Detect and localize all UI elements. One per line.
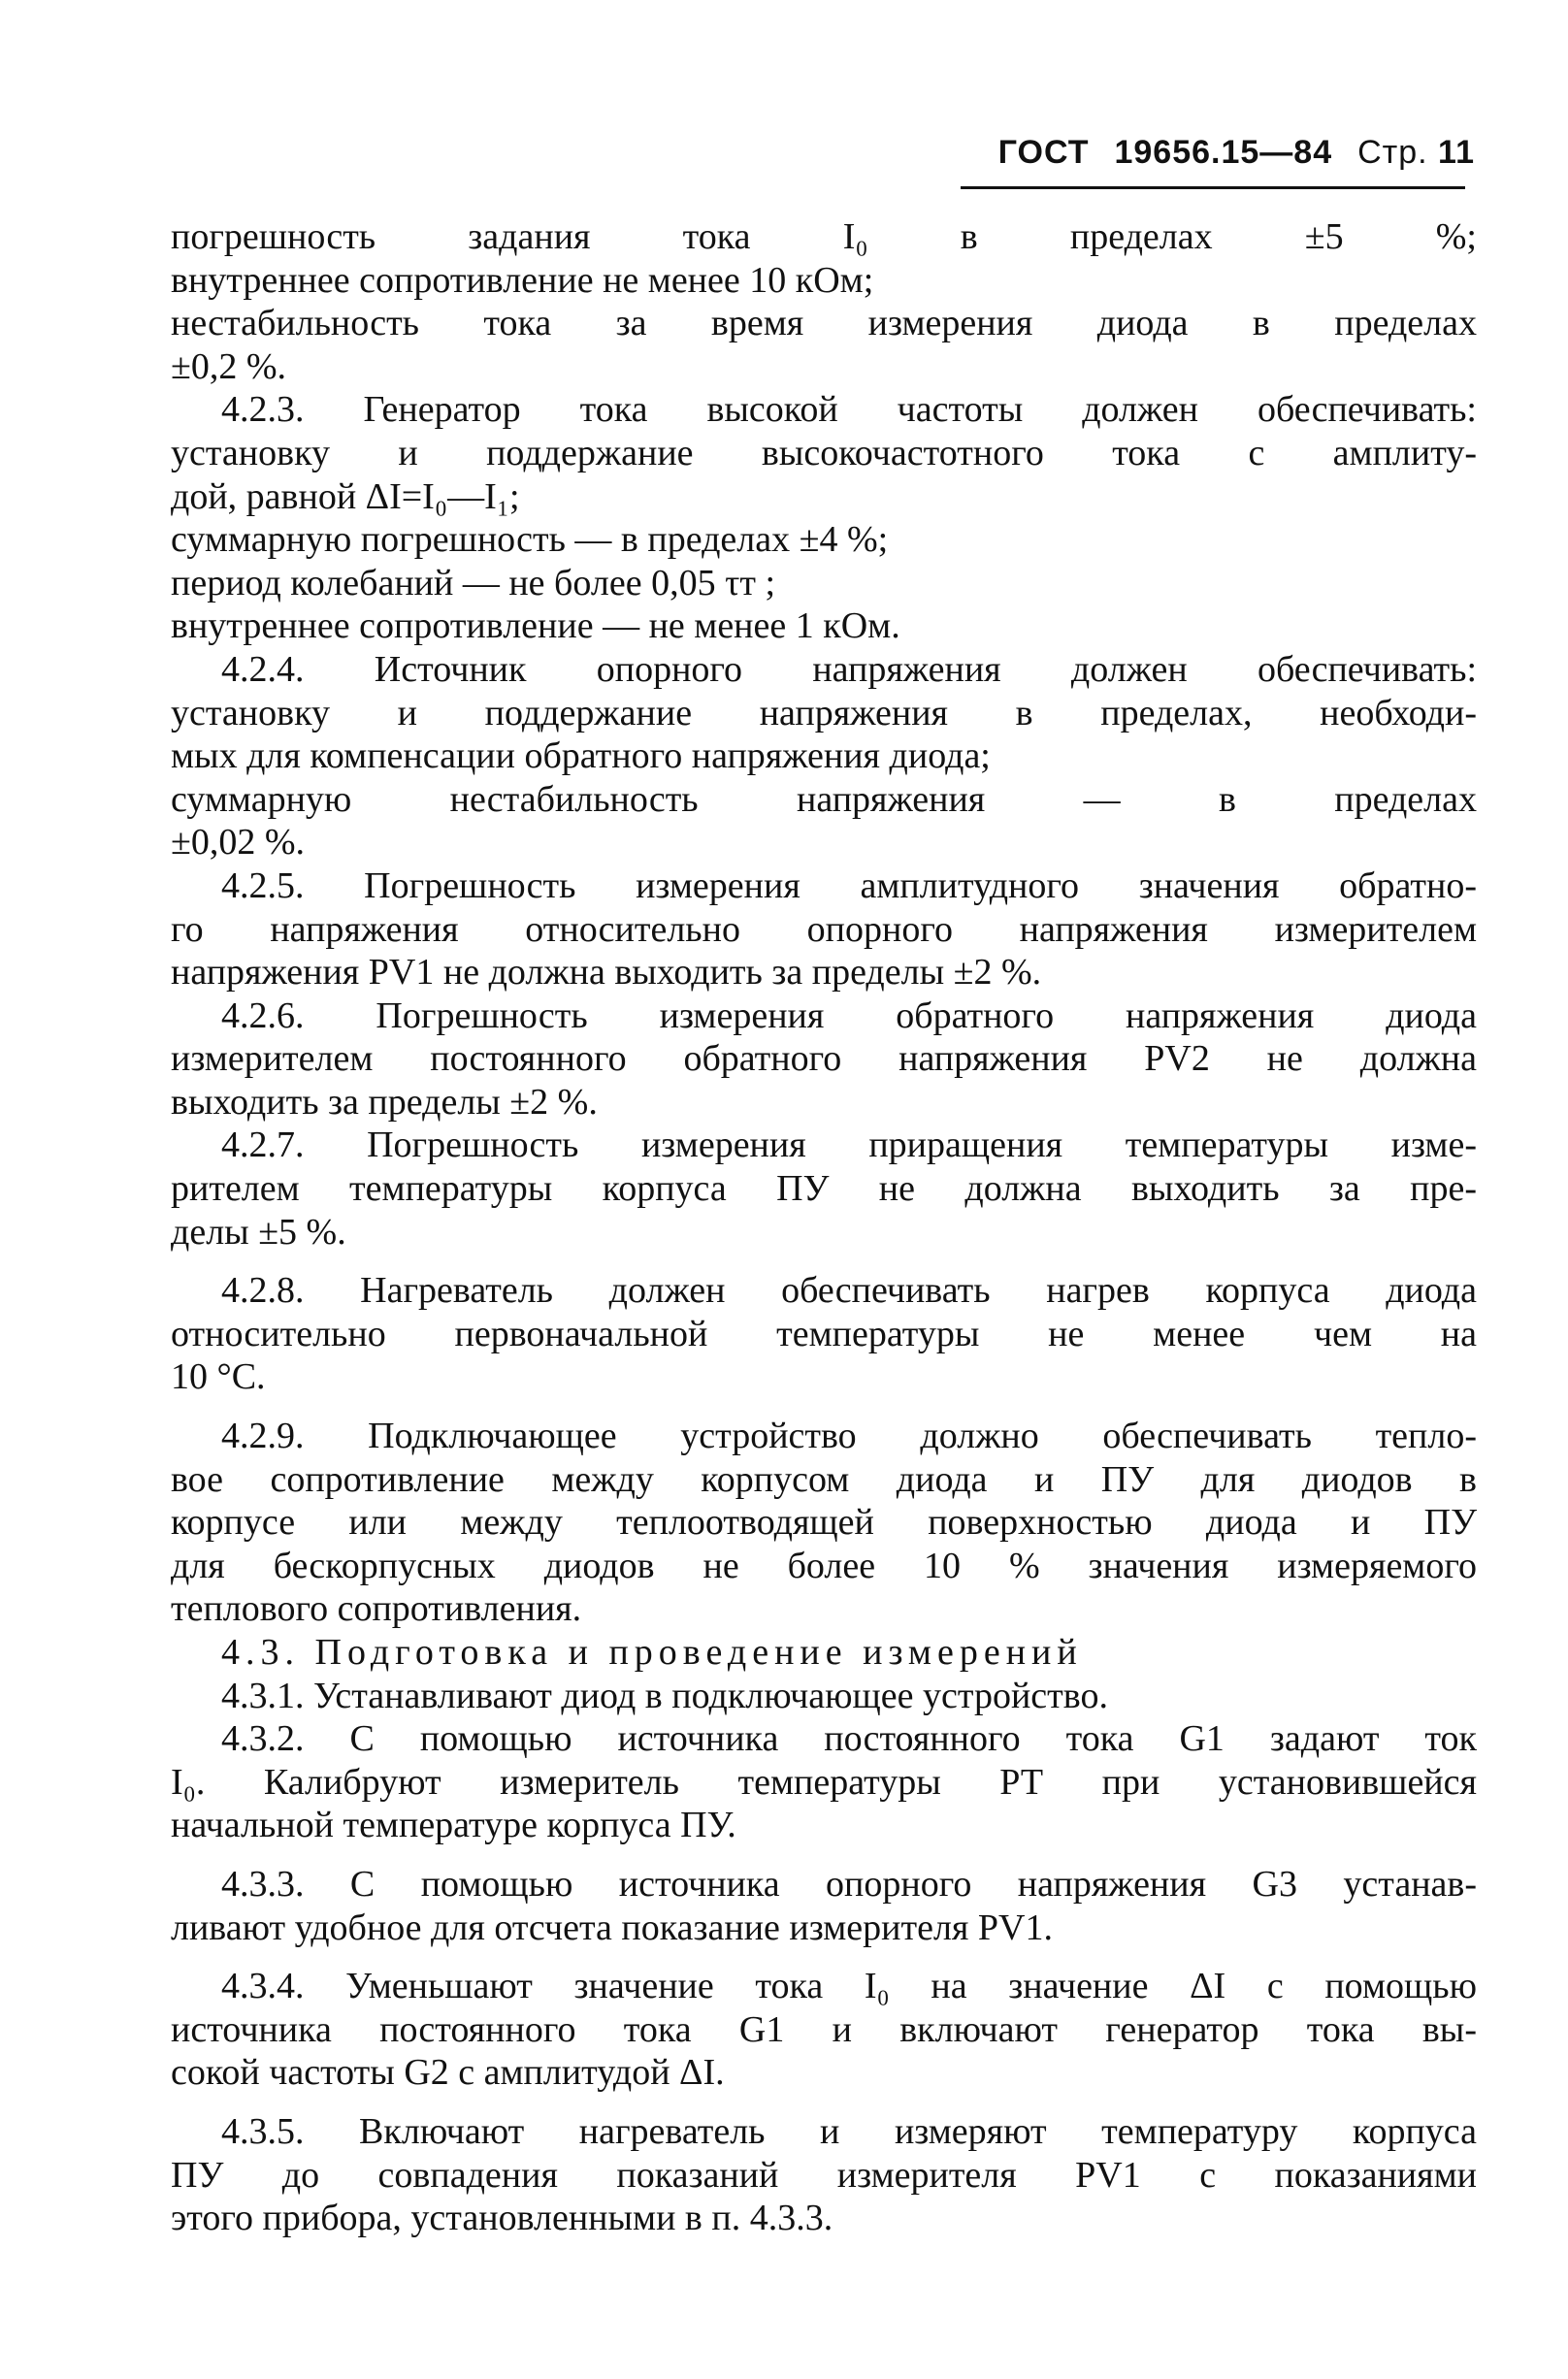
- text-line: ±0,02 %.: [171, 822, 306, 864]
- text-line: ±0,2 %.: [171, 345, 287, 387]
- text-line: этого прибора, установленными в п. 4.3.3.: [171, 2198, 833, 2239]
- text-line: 4.2.5. Погрешность измерения амплитудного значения обратно-: [221, 864, 1477, 906]
- text-line: начальной температуре корпуса ПУ.: [171, 1805, 736, 1846]
- text-line: дой, равной ΔI=I₀—I₁;: [171, 475, 520, 517]
- text-line: выходить за пределы ±2 %.: [171, 1081, 598, 1123]
- text-line: внутреннее сопротивление — не менее 1 кОм.: [171, 605, 900, 647]
- text-line: нестабильность тока за время измерения диода в пределах: [171, 303, 1477, 344]
- text-line: установку и поддержание высокочастотного тока с амплиту-: [171, 432, 1477, 473]
- text-line: погрешность задания тока I₀ в пределах ±5 %;: [171, 216, 1477, 257]
- text-line: 10 °C.: [171, 1356, 266, 1398]
- text-line: делы ±5 %.: [171, 1211, 346, 1253]
- text-line: 4.3.5. Включают нагреватель и измеряют температуру корпуса: [221, 2110, 1477, 2152]
- text-line: 4.3.1. Устанавливают диод в подключающее устройство.: [221, 1675, 1108, 1716]
- text-line: внутреннее сопротивление не менее 10 кОм;: [171, 259, 874, 301]
- section-heading: 4.3. Подготовка и проведение измерений: [221, 1632, 1083, 1673]
- text-line: го напряжения относительно опорного напряжения измерителем: [171, 908, 1477, 950]
- text-line: корпусе или между теплоотводящей поверхностью диода и ПУ: [171, 1502, 1477, 1544]
- text-line: 4.2.7. Погрешность измерения приращения температуры изме-: [221, 1124, 1477, 1166]
- text-line: рителем температуры корпуса ПУ не должна выходить за пре-: [171, 1168, 1477, 1210]
- page-number: 11: [1438, 134, 1475, 171]
- page-label: Стр.: [1357, 134, 1428, 171]
- text-line: 4.2.6. Погрешность измерения обратного напряжения диода: [221, 994, 1477, 1036]
- text-line: напряжения PV1 не должна выходить за пределы ±2 %.: [171, 952, 1042, 994]
- text-line: 4.2.3. Генератор тока высокой частоты должен обеспечивать:: [221, 389, 1477, 431]
- text-line: мых для компенсации обратного напряжения диода;: [171, 735, 991, 777]
- standard-number: 19656.15—84: [1114, 134, 1333, 171]
- text-line: 4.3.3. С помощью источника опорного напряжения G3 устанав-: [221, 1863, 1477, 1905]
- running-head: [998, 134, 1475, 172]
- text-line: 4.2.4. Источник опорного напряжения должен обеспечивать:: [221, 648, 1477, 690]
- header-rule: [961, 186, 1465, 189]
- text-line: I₀. Калибруют измеритель температуры РТ при установившейся: [171, 1761, 1477, 1803]
- text-line: теплового сопротивления.: [171, 1588, 582, 1630]
- text-line: вое сопротивление между корпусом диода и ПУ для диодов в: [171, 1458, 1477, 1500]
- text-line: измерителем постоянного обратного напряжения PV2 не должна: [171, 1038, 1477, 1080]
- text-line: 4.3.2. С помощью источника постоянного тока G1 задают ток: [221, 1718, 1477, 1760]
- text-line: 4.2.8. Нагреватель должен обеспечивать нагрев корпуса диода: [221, 1270, 1477, 1312]
- text-line: источника постоянного тока G1 и включают генератор тока вы-: [171, 2008, 1477, 2050]
- text-line: относительно первоначальной температуры не менее чем на: [171, 1313, 1477, 1354]
- text-line: ПУ до совпадения показаний измерителя PV1 с показаниями: [171, 2154, 1477, 2196]
- text-line: суммарную погрешность — в пределах ±4 %;: [171, 519, 889, 561]
- text-line: период колебаний — не более 0,05 τт ;: [171, 562, 776, 603]
- text-line: установку и поддержание напряжения в пределах, необходи-: [171, 692, 1477, 733]
- text-line: ливают удобное для отсчета показание измерителя PV1.: [171, 1906, 1053, 1948]
- body-text: [171, 215, 1477, 2240]
- text-line: 4.3.4. Уменьшают значение тока I₀ на значение ΔI с помощью: [221, 1966, 1477, 2007]
- text-line: сокой частоты G2 с амплитудой ΔI.: [171, 2052, 725, 2094]
- text-line: для бескорпусных диодов не более 10 % значения измеряемого: [171, 1545, 1477, 1586]
- text-line: 4.2.9. Подключающее устройство должно обеспечивать тепло-: [221, 1416, 1477, 1457]
- standard-label: ГОСТ: [997, 134, 1090, 171]
- text-line: суммарную нестабильность напряжения — в пределах: [171, 778, 1477, 820]
